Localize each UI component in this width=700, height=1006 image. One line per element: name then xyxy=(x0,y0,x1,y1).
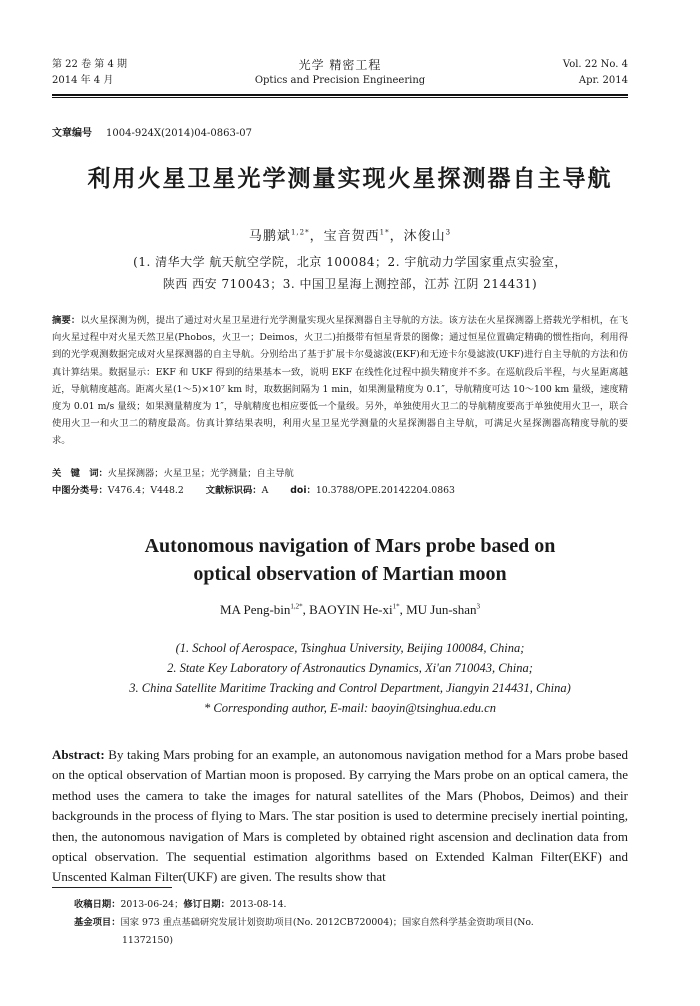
affiliation-cn-line: 陕西 西安 710043；3. 中国卫星海上测控部，江苏 江阴 214431) xyxy=(162,277,538,291)
corresponding-author: * Corresponding author, E-mail: baoyin@tsinghua.edu.cn xyxy=(204,701,496,715)
affiliation-en-line: 2. State Key Laboratory of Astronautics Dynamics, Xi'an 710043, China; xyxy=(167,661,533,675)
title-cn: 利用火星卫星光学测量实现火星探测器自主导航 xyxy=(87,166,613,192)
header-date-cn: 2014 年 4 月 xyxy=(52,75,114,86)
affiliation-cn-line: (1. 清华大学 航天航空学院，北京 100084；2. 宇航动力学国家重点实验室， xyxy=(133,255,567,269)
doc-code-value: A xyxy=(261,485,269,496)
title-en-line: optical observation of Martian moon xyxy=(193,563,507,585)
affiliations-cn xyxy=(0,251,700,295)
author-en-2: BAOYIN He-xi xyxy=(309,602,393,617)
doc-code-label: 文献标识码： xyxy=(205,485,262,496)
doi-value: 10.3788/OPE.20142204.0863 xyxy=(315,485,455,496)
title-en xyxy=(0,532,700,588)
doi-label: doi： xyxy=(290,485,316,496)
author-cn-2-sup: 1* xyxy=(379,228,390,237)
author-cn-2: 宝音贺西 xyxy=(323,229,380,244)
author-en-1-sup: 1,2* xyxy=(290,602,303,611)
clc-value: V476.4；V448.2 xyxy=(107,485,184,496)
journal-name-en: Optics and Precision Engineering xyxy=(254,75,426,86)
authors-cn: 马鹏斌$^{1,2*}$，宝音贺西$^{1*}$，沐俊山$^3$ xyxy=(248,228,452,244)
footnote-rule xyxy=(52,887,172,888)
fund-label: 基金项目： xyxy=(74,917,121,928)
keywords-cn xyxy=(52,465,628,482)
article-number-value: 1004-924X(2014)04-0863-07 xyxy=(106,128,252,139)
abstract-cn-text: 以火星探测为例，提出了通过对火星卫星进行光学测量实现火星探测器自主导航的方法。该方法在火星探测器上搭载光学相机，在飞向火星过程中对火星天然卫星(Phobos，火卫一；Deimos，火卫二)拍摄带有恒星背景的图像；通过恒星位置确定精确的惯性指向，利用得到的光学观测数据完成对火星探测器的自主导航。分别给出了基于扩展卡尔曼滤波(EKF)和无迹卡尔曼滤波(UKF)进行自主导航的方法和仿真计算结果。数据显示：EKF 和 UKF 得到的结果基本一致，说明 EKF 在线性化过程中损失精度并不多。在巡航段后半程，与火星距离越近，导航精度越高。距离火星(1～5)×10⁷ km 时，取数据间隔为 1 min，如果测量精度为 0.1″，导航精度可达 10～100 km 量级，速度精度为 0.01 m/s 量级；如果测量精度为 1″，导航精度也相应要低一个量级。另外，单独使用火卫二的导航精度要高于单独使用火卫一，联合使用火卫一和火卫二的精度最高。仿真计算结果表明，利用火星卫星光学测量的火星探测器自主导航，可满足火星探测器高精度导航的要求。 xyxy=(52,315,628,447)
footnotes xyxy=(74,896,634,950)
header-rule-thin xyxy=(52,97,628,98)
header-volume-cn: 第 22 卷 第 4 期 xyxy=(52,59,127,70)
abstract-cn xyxy=(52,312,628,450)
revised-label: 修订日期： xyxy=(183,899,230,910)
article-number xyxy=(52,124,252,139)
affiliations-en xyxy=(0,638,700,718)
funding xyxy=(74,914,634,932)
journal-name-cn: 光学 精密工程 xyxy=(298,58,382,72)
author-en-3-sup: 3 xyxy=(476,602,480,611)
funding-continued: 11372150) xyxy=(122,935,173,946)
received-date xyxy=(74,896,634,914)
abstract-cn-label: 摘要： xyxy=(52,315,81,326)
running-header xyxy=(52,57,628,97)
classification-line xyxy=(52,482,628,499)
clc-label: 中图分类号： xyxy=(52,485,108,496)
header-rule xyxy=(52,94,628,96)
author-en-3: MU Jun-shan xyxy=(406,602,477,617)
received-label: 收稿日期： xyxy=(74,899,121,910)
authors-en: MA Peng-bin$^{1,2*}$, BAOYIN $He-xi^{1*}$, MU Jun-shan$^3$ xyxy=(220,602,480,617)
header-center xyxy=(52,57,628,89)
author-en-2-sup: 1* xyxy=(392,602,400,611)
abstract-en-text: By taking Mars probing for an example, an autonomous navigation method for a Mars probe based on the optical observation of Martian moon is proposed. By carrying the Mars probe on an optical camera, the method uses the camera to take the images for natural satellites of the Mars (Phobos, Deimos) and their backgrounds in the process of flying to Mars. The star position is used to determine precisely inertial pointing, then, the autonomous navigation of Mars is completed by obtained right ascension and declination data from optical observation. The sequential estimation algorithms based on Extended Kalman Filter(EKF) and Unscented Kalman Filter(UKF) are given. The results show that xyxy=(52,747,628,885)
affiliation-en-line: 3. China Satellite Maritime Tracking and Control Department, Jiangyin 214431, China) xyxy=(129,681,571,695)
header-volume-en: Vol. 22 No. 4 xyxy=(562,59,628,70)
keywords-cn-label: 关 键 词： xyxy=(52,468,108,479)
received-value: 2013-06-24； xyxy=(120,899,184,910)
author-cn-3: 沐俊山 xyxy=(403,229,446,244)
author-cn-1: 马鹏斌 xyxy=(248,229,291,244)
abstract-en-label: Abstract: xyxy=(52,747,105,762)
article-number-label: 文章编号 xyxy=(52,128,92,139)
author-en-1: MA Peng-bin xyxy=(220,602,291,617)
title-en-line: Autonomous navigation of Mars probe based on xyxy=(144,535,556,557)
header-date-en: Apr. 2014 xyxy=(578,75,628,86)
author-cn-3-sup: 3 xyxy=(445,228,452,237)
author-cn-1-sup: 1,2* xyxy=(290,228,310,237)
keywords-cn-text: 火星探测器；火星卫星；光学测量；自主导航 xyxy=(107,468,294,479)
abstract-en xyxy=(52,745,628,888)
header-right xyxy=(563,57,628,89)
fund-text: 国家 973 重点基础研究发展计划资助项目(No. 2012CB720004)；国家自然科学基金资助项目(No. xyxy=(120,917,534,928)
affiliation-en-line: (1. School of Aerospace, Tsinghua University, Beijing 100084, China; xyxy=(175,641,525,655)
revised-value: 2013-08-14. xyxy=(229,899,287,910)
